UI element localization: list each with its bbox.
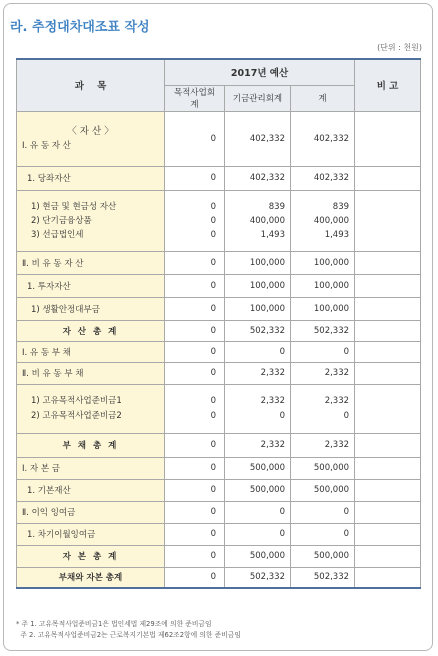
fund-value: 100,000 xyxy=(225,274,291,297)
header-purpose-account: 목적사업회계 xyxy=(165,85,225,111)
note-cell xyxy=(355,384,421,433)
reserve-item-label: 2) 고유목적사업준비금2 xyxy=(31,410,122,421)
fund-value: 0 xyxy=(225,341,291,362)
table-row xyxy=(17,111,421,166)
fund-value: 502,332 xyxy=(225,567,291,588)
row-label: Ⅰ. 유 동 부 채 xyxy=(17,341,165,362)
total-value: 500,000 xyxy=(291,479,355,501)
fund-value: 402,332 xyxy=(225,166,291,190)
total-value: 2,332 xyxy=(291,362,355,384)
row-label: Ⅱ. 비 유 동 자 산 xyxy=(17,251,165,274)
total-value xyxy=(291,384,355,433)
value-line: 0 xyxy=(210,229,216,240)
purpose-value: 0 xyxy=(165,545,225,567)
unit-label: (단위 : 천원) xyxy=(377,43,422,52)
fund-value: 500,000 xyxy=(225,479,291,501)
note-cell xyxy=(355,457,421,479)
value-line: 839 xyxy=(332,201,350,212)
total-value: 0 xyxy=(291,501,355,523)
note-cell xyxy=(355,433,421,457)
purpose-value: 0 xyxy=(165,274,225,297)
fund-value: 2,332 xyxy=(225,433,291,457)
table-row xyxy=(17,384,421,433)
total-value: 100,000 xyxy=(291,274,355,297)
fund-value: 100,000 xyxy=(225,251,291,274)
total-value: 402,332 xyxy=(291,111,355,166)
quick-item-label: 2) 단기금융상품 xyxy=(31,215,92,226)
row-label xyxy=(17,111,165,166)
table-row xyxy=(17,274,421,297)
row-label: 1. 투자자산 xyxy=(17,274,165,297)
section-title: 라. 추정대차대조표 작성 xyxy=(10,20,150,35)
fund-value: 500,000 xyxy=(225,545,291,567)
fund-value xyxy=(225,190,291,251)
note-cell xyxy=(355,341,421,362)
row-label: Ⅰ. 자 본 금 xyxy=(17,457,165,479)
purpose-value: 0 xyxy=(165,251,225,274)
table-row xyxy=(17,501,421,523)
header-note: 비 고 xyxy=(355,59,421,111)
row-label: 1) 생활안정대부금 xyxy=(17,297,165,320)
total-value: 100,000 xyxy=(291,251,355,274)
reserve-item-label: 1) 고유목적사업준비금1 xyxy=(31,395,122,406)
current-assets-heading: Ⅰ. 유 동 자 산 xyxy=(22,140,71,151)
assets-heading: 〈 자 산 〉 xyxy=(67,125,114,137)
total-value: 502,332 xyxy=(291,320,355,341)
total-value: 500,000 xyxy=(291,457,355,479)
table-row xyxy=(17,545,421,567)
note-cell xyxy=(355,523,421,545)
note-cell xyxy=(355,297,421,320)
quick-item-label: 3) 선급법인세 xyxy=(31,229,84,240)
value-line: 400,000 xyxy=(313,215,350,226)
value-line: 1,493 xyxy=(260,229,285,240)
row-label: 부 채 총 계 xyxy=(17,433,165,457)
fund-value xyxy=(225,384,291,433)
balance-sheet-table xyxy=(16,58,421,589)
note-cell xyxy=(355,111,421,166)
note-cell xyxy=(355,320,421,341)
table-row xyxy=(17,479,421,501)
row-label xyxy=(17,190,165,251)
total-value: 100,000 xyxy=(291,297,355,320)
purpose-value: 0 xyxy=(165,479,225,501)
total-value: 402,332 xyxy=(291,166,355,190)
purpose-value: 0 xyxy=(165,501,225,523)
fund-value: 502,332 xyxy=(225,320,291,341)
note-cell xyxy=(355,166,421,190)
row-label: 1. 차기이월잉여금 xyxy=(17,523,165,545)
table-row xyxy=(17,523,421,545)
value-line: 2,332 xyxy=(324,395,350,406)
row-label: 1. 당좌자산 xyxy=(17,166,165,190)
row-label xyxy=(17,384,165,433)
note-cell xyxy=(355,479,421,501)
purpose-value xyxy=(165,384,225,433)
row-label: 1. 기본재산 xyxy=(17,479,165,501)
footnote-line: 주 2. 고유목적사업준비금2는 근로복지기본법 제62조2항에 의한 준비금임 xyxy=(16,631,241,639)
value-line: 0 xyxy=(210,215,216,226)
quick-item-label: 1) 현금 및 현금성 자산 xyxy=(31,201,117,212)
value-line: 1,493 xyxy=(324,229,350,240)
note-cell xyxy=(355,251,421,274)
value-line: 0 xyxy=(210,410,216,421)
header-fund-account: 기금관리회계 xyxy=(225,85,291,111)
purpose-value: 0 xyxy=(165,111,225,166)
purpose-value: 0 xyxy=(165,320,225,341)
total-value xyxy=(291,190,355,251)
purpose-value: 0 xyxy=(165,523,225,545)
header-subject: 과 목 xyxy=(17,59,165,111)
purpose-value: 0 xyxy=(165,297,225,320)
fund-value: 500,000 xyxy=(225,457,291,479)
row-label: 부채와 자본 총계 xyxy=(17,567,165,588)
note-cell xyxy=(355,362,421,384)
row-label: Ⅱ. 이익 잉여금 xyxy=(17,501,165,523)
purpose-value: 0 xyxy=(165,341,225,362)
note-cell xyxy=(355,190,421,251)
value-line: 400,000 xyxy=(249,215,285,226)
table-row xyxy=(17,190,421,251)
note-cell xyxy=(355,501,421,523)
fund-value: 100,000 xyxy=(225,297,291,320)
table-row xyxy=(17,362,421,384)
purpose-value: 0 xyxy=(165,433,225,457)
table-row xyxy=(17,567,421,588)
row-label: Ⅱ. 비 유 동 부 채 xyxy=(17,362,165,384)
row-label: 자 산 총 계 xyxy=(17,320,165,341)
fund-value: 0 xyxy=(225,523,291,545)
table-row xyxy=(17,341,421,362)
table-row xyxy=(17,457,421,479)
note-cell xyxy=(355,274,421,297)
table-header-row xyxy=(17,59,421,85)
table-row xyxy=(17,166,421,190)
value-line: 0 xyxy=(210,395,216,406)
value-line: 0 xyxy=(279,410,285,421)
value-line: 0 xyxy=(210,201,216,212)
purpose-value: 0 xyxy=(165,457,225,479)
purpose-value: 0 xyxy=(165,362,225,384)
purpose-value: 0 xyxy=(165,166,225,190)
fund-value: 402,332 xyxy=(225,111,291,166)
header-budget: 2017년 예산 xyxy=(165,59,355,85)
table-row xyxy=(17,320,421,341)
table-row xyxy=(17,297,421,320)
note-cell xyxy=(355,567,421,588)
purpose-value xyxy=(165,190,225,251)
total-value: 502,332 xyxy=(291,567,355,588)
purpose-value: 0 xyxy=(165,567,225,588)
row-label: 자 본 총 계 xyxy=(17,545,165,567)
note-cell xyxy=(355,545,421,567)
fund-value: 2,332 xyxy=(225,362,291,384)
fund-value: 0 xyxy=(225,501,291,523)
value-line: 839 xyxy=(268,201,285,212)
footnotes xyxy=(16,619,241,641)
value-line: 2,332 xyxy=(260,395,285,406)
footnote-line: * 주 1. 고유목적사업준비금1은 법인세법 제29조에 의한 준비금임 xyxy=(16,620,212,628)
total-value: 0 xyxy=(291,341,355,362)
header-total: 계 xyxy=(291,85,355,111)
total-value: 0 xyxy=(291,523,355,545)
table-row xyxy=(17,251,421,274)
table-row xyxy=(17,433,421,457)
value-line: 0 xyxy=(343,410,350,421)
total-value: 500,000 xyxy=(291,545,355,567)
total-value: 2,332 xyxy=(291,433,355,457)
